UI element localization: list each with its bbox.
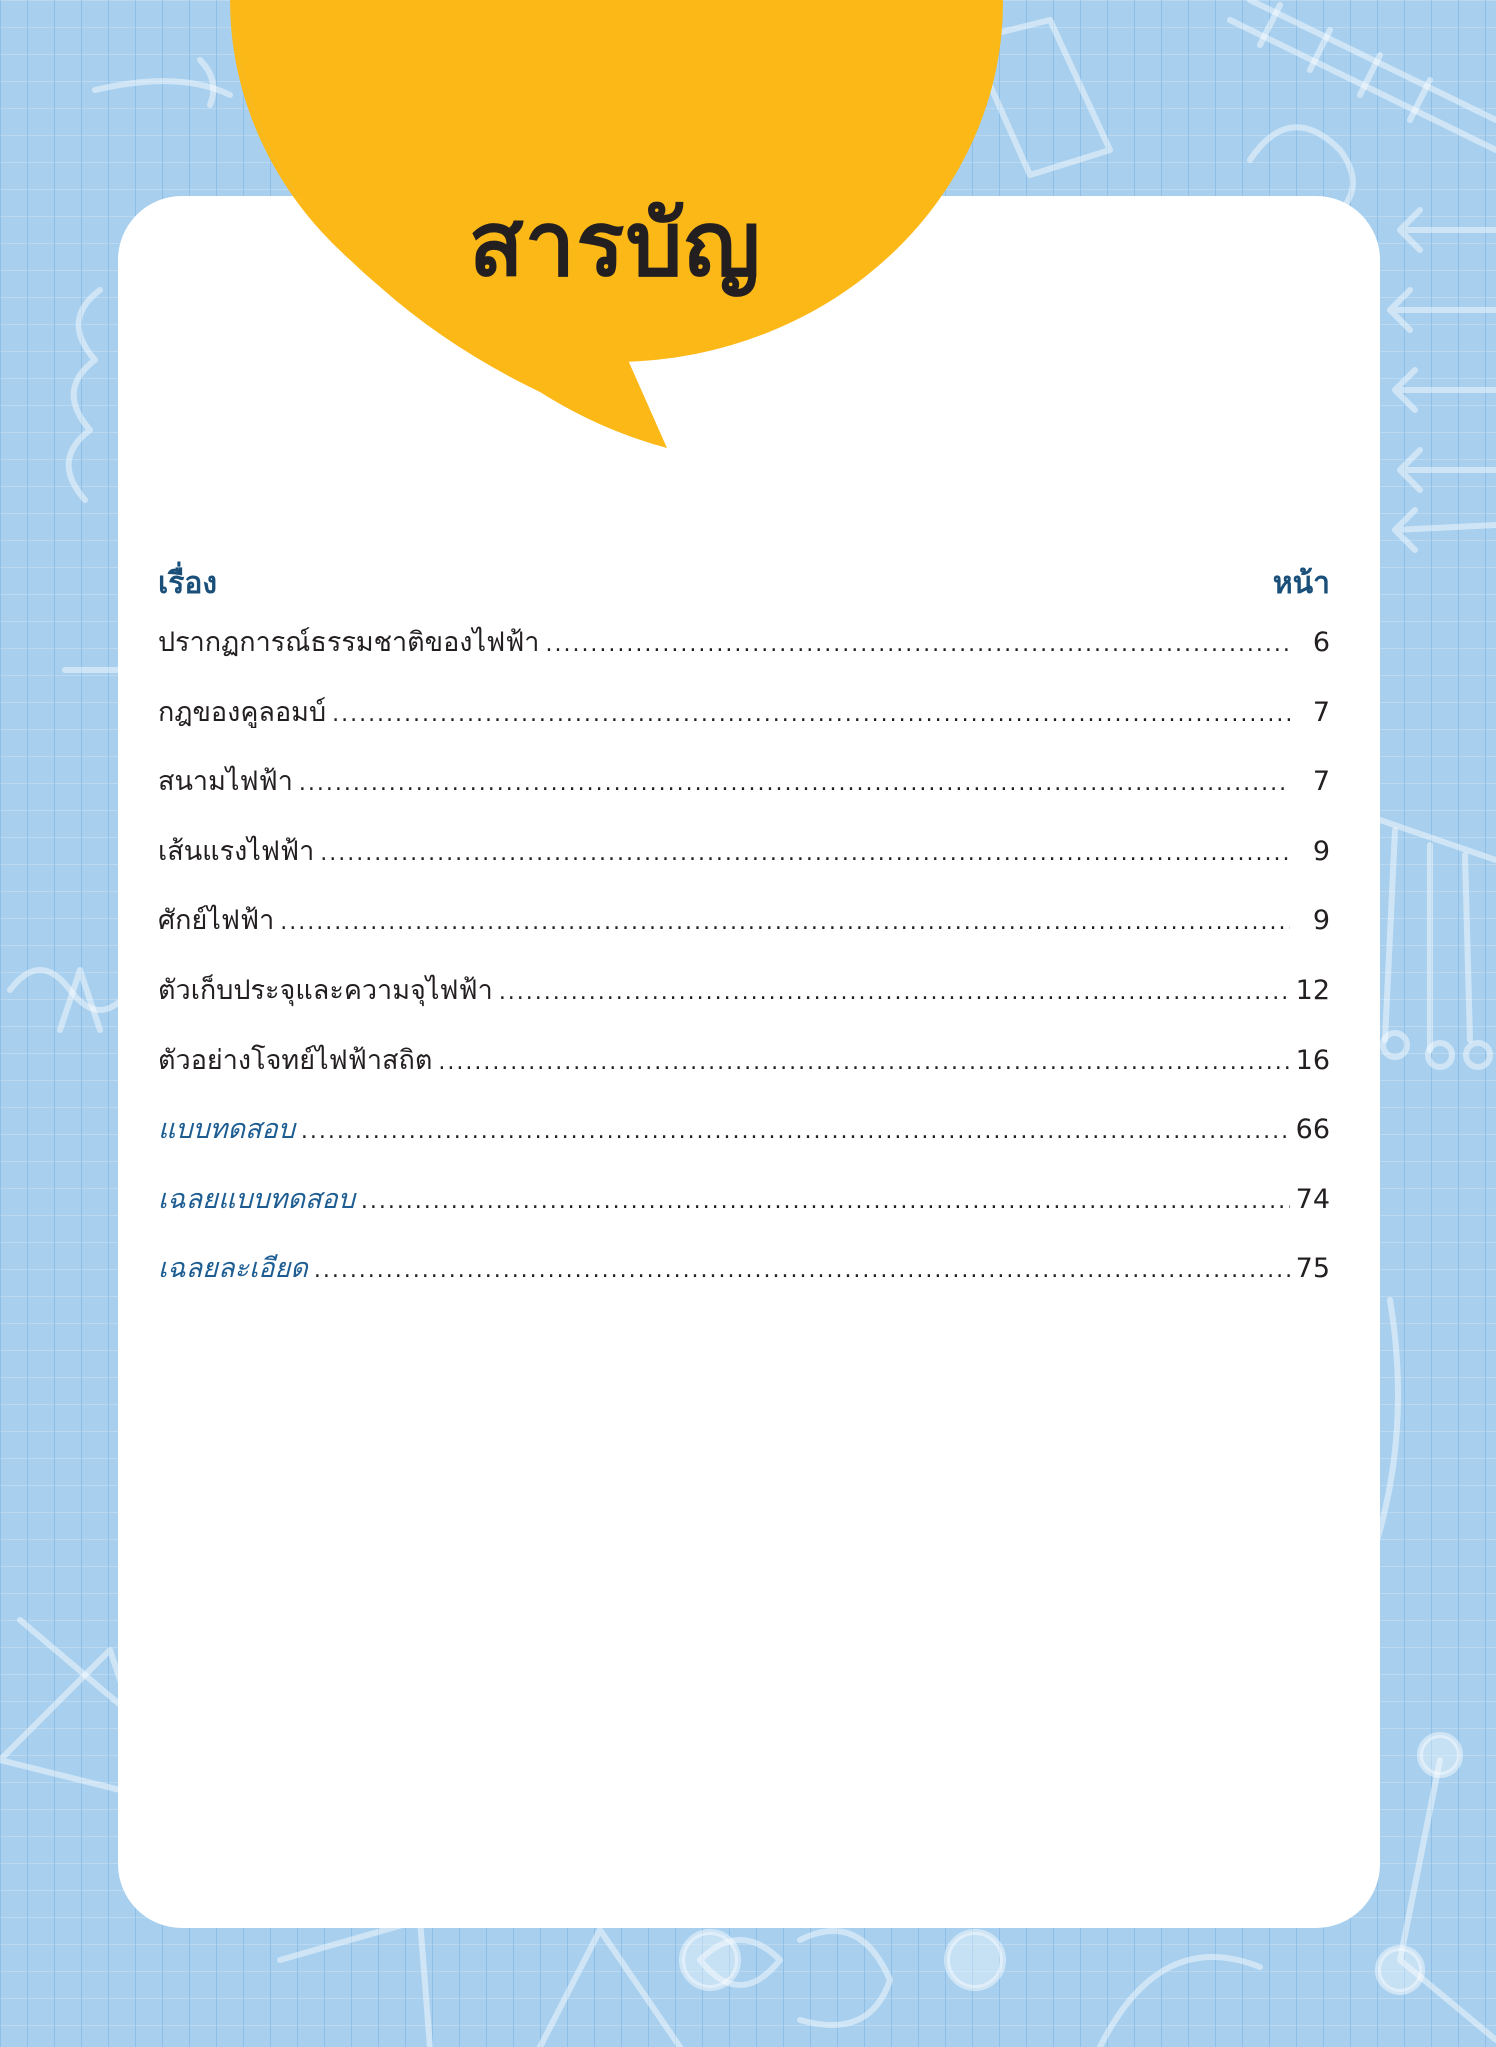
toc-entry-label: เฉลยละเอียด [158, 1253, 308, 1285]
toc-entry-page: 66 [1295, 1114, 1330, 1146]
dot-leader [545, 632, 1290, 657]
toc-header-topic: เรื่อง [158, 566, 218, 601]
toc-entry-page: 16 [1295, 1044, 1330, 1076]
toc-entry-label: ตัวอย่างโจทย์ไฟฟ้าสถิต [158, 1044, 433, 1076]
toc-entry-page: 74 [1295, 1183, 1330, 1215]
toc-entry-label: แบบทดสอบ [158, 1114, 295, 1146]
toc-entry[interactable] [158, 759, 1330, 829]
dot-leader [280, 910, 1290, 935]
toc-entry-label: ศักย์ไฟฟ้า [158, 905, 275, 937]
dot-leader [320, 841, 1290, 866]
toc-entry[interactable] [158, 829, 1330, 899]
toc-entry-page: 7 [1312, 696, 1330, 728]
page-title: สารบัญ [468, 192, 762, 297]
toc-entry[interactable] [158, 968, 1330, 1038]
toc-entry-label: เฉลยแบบทดสอบ [158, 1183, 355, 1215]
toc-entry-label: ปรากฏการณ์ธรรมชาติของไฟฟ้า [158, 627, 540, 658]
toc-entry-page: 9 [1312, 905, 1330, 937]
dot-leader [499, 980, 1290, 1005]
dot-leader [299, 771, 1290, 796]
toc-entry[interactable] [158, 1038, 1330, 1108]
toc-entry-label: กฎของคูลอมบ์ [158, 696, 327, 728]
toc-entry-page: 6 [1312, 627, 1330, 658]
toc-entry-page: 75 [1295, 1253, 1330, 1285]
dot-leader [438, 1050, 1289, 1075]
dot-leader [301, 1119, 1290, 1144]
toc-entry-page: 12 [1295, 974, 1330, 1006]
dot-leader [314, 1258, 1290, 1283]
toc-entry[interactable] [158, 898, 1330, 968]
toc-entry[interactable] [158, 690, 1330, 760]
toc-entry[interactable] [158, 1107, 1330, 1177]
toc-entry[interactable] [158, 1177, 1330, 1247]
toc-header-page: หน้า [1272, 566, 1330, 601]
toc-entry-label: สนามไฟฟ้า [158, 766, 293, 798]
dot-leader [361, 1189, 1290, 1214]
toc-entry-page: 9 [1312, 835, 1330, 867]
toc-entry-page: 7 [1312, 766, 1330, 798]
toc-entry[interactable] [158, 1246, 1330, 1316]
toc-entry[interactable] [158, 620, 1330, 690]
toc-entry-label: ตัวเก็บประจุและความจุไฟฟ้า [158, 974, 493, 1006]
dot-leader [332, 702, 1290, 727]
table-of-contents [158, 560, 1330, 1316]
toc-entry-label: เส้นแรงไฟฟ้า [158, 835, 315, 867]
toc-header [158, 560, 1330, 620]
